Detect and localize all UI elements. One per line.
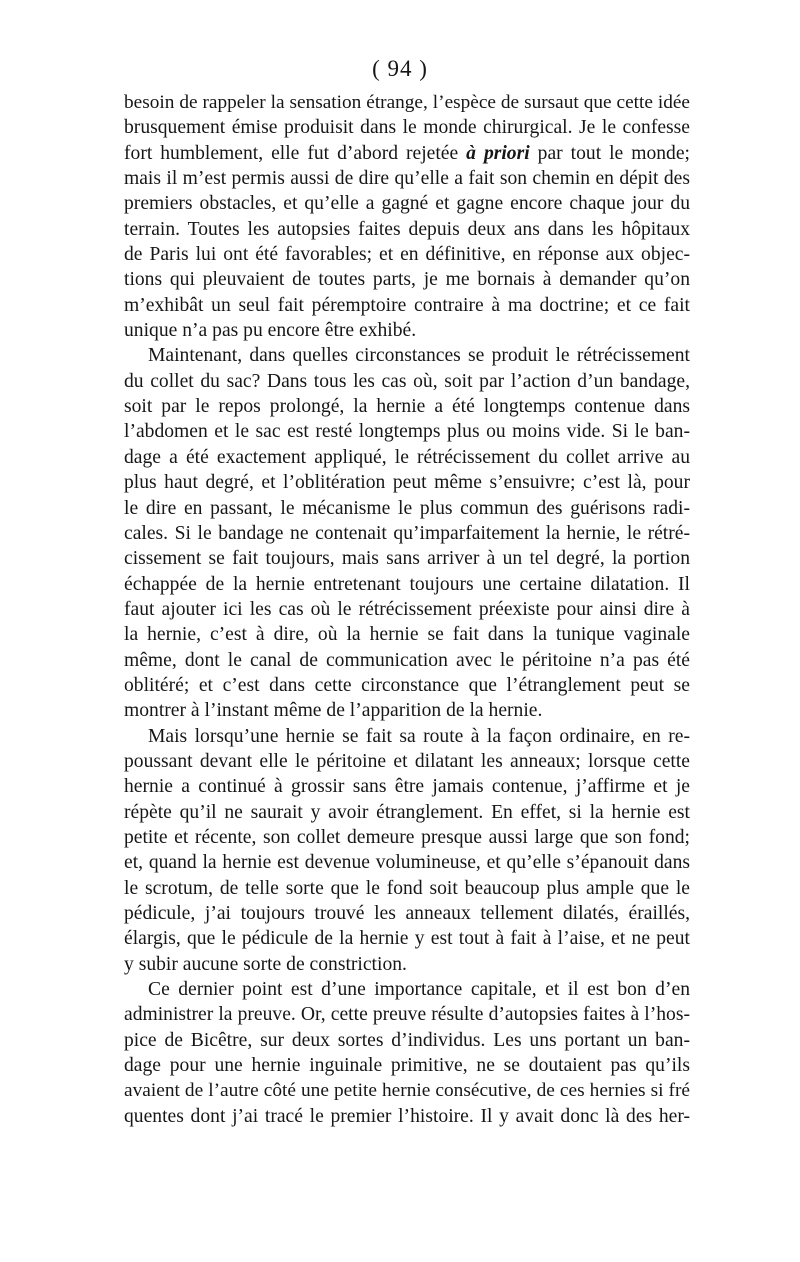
page-number: ( 94 ) — [372, 56, 428, 81]
text-line: besoin de rappeler la sensation étrange, l’espèce de sursaut que cette idée — [124, 92, 690, 113]
text-line: le scrotum, de telle sorte que le fond soit beaucoup plus ample que le — [124, 877, 690, 899]
paragraph-1 — [124, 90, 690, 343]
text-line: oblitéré; et c’est dans cette circonstance que l’étranglement peut se — [124, 674, 690, 696]
text-line: quentes dont j’ai tracé le premier l’histoire. Il y avait donc là des her- — [124, 1105, 690, 1127]
paragraph-3 — [124, 724, 690, 977]
text-line: Maintenant, dans quelles circonstances se produit le rétrécissement — [148, 345, 690, 367]
text-line: la hernie, c’est à dire, où la hernie se fait dans la tunique vaginale — [124, 624, 690, 646]
text-line: tions qui pleuvaient de toutes parts, je me bornais à demander qu’on — [124, 269, 690, 291]
text-line: brusquement émise produisit dans le monde chirurgical. Je le confesse — [124, 117, 690, 139]
text-line: petite et récente, son collet demeure presque aussi large que son fond; — [124, 826, 690, 848]
italic-phrase: à priori — [466, 142, 530, 164]
text-line: premiers obstacles, et qu’elle a gagné et gagne encore chaque jour du — [124, 193, 690, 215]
text-line: plus haut degré, et l’oblitération peut même s’ensuivre; c’est là, pour — [124, 472, 690, 494]
text-line: dage a été exactement appliqué, le rétrécissement du collet arrive au — [124, 446, 690, 468]
text-line: élargis, que le pédicule de la hernie y est tout à fait à l’aise, et ne peut — [124, 928, 690, 950]
text-line: et, quand la hernie est devenue volumineuse, et qu’elle s’épanouit dans — [124, 852, 690, 874]
text-line: cissement se fait toujours, mais sans arriver à un tel degré, la portion — [124, 548, 690, 570]
text-line: dage pour une hernie inguinale primitive, ne se doutaient pas qu’ils — [124, 1055, 690, 1077]
text-line: hernie a continué à grossir sans être jamais contenue, j’affirme et je — [124, 776, 690, 798]
text-line: échappée de la hernie entretenant toujours une certaine dilatation. Il — [124, 573, 690, 595]
text-line: de Paris lui ont été favorables; et en définitive, en réponse aux objec- — [124, 244, 690, 266]
text-line: montrer à l’instant même de l’apparition de la hernie. — [124, 700, 543, 722]
text-line: terrain. Toutes les autopsies faites depuis deux ans dans les hôpitaux — [124, 218, 690, 240]
text-line: soit par le repos prolongé, la hernie a été longtemps contenue dans — [124, 396, 690, 418]
text-line: pice de Bicêtre, sur deux sortes d’individus. Les uns portant un ban- — [124, 1029, 690, 1051]
text-line: faut ajouter ici les cas où le rétrécissement préexiste pour ainsi dire à — [124, 598, 690, 620]
text-line: administrer la preuve. Or, cette preuve résulte d’autopsies faites à l’hos- — [124, 1004, 690, 1026]
text-line: y subir aucune sorte de constriction. — [124, 953, 407, 975]
text-line: mais il m’est permis aussi de dire qu’elle a fait son chemin en dépit des — [124, 168, 690, 190]
text-line: avaient de l’autre côté une petite hernie consécutive, de ces hernies si fré — [124, 1080, 690, 1102]
text-line: Mais lorsqu’une hernie se fait sa route à la façon ordinaire, en re- — [148, 725, 690, 747]
text-line: même, dont le canal de communication avec le péritoine n’a pas été — [124, 649, 690, 671]
text-line: le dire en passant, le mécanisme le plus commun des guérisons radi- — [124, 497, 690, 519]
body-text — [124, 90, 690, 1129]
text-line: Ce dernier point est d’une importance capitale, et il est bon d’en — [148, 979, 690, 1001]
text-line: fort humblement, elle fut d’abord rejetée à priori par tout le monde; — [124, 142, 690, 164]
text-line: cales. Si le bandage ne contenait qu’imparfaitement la hernie, le rétré- — [124, 522, 690, 544]
text-line: unique n’a pas pu encore être exhibé. — [124, 320, 417, 342]
text-line: répète qu’il ne saurait y avoir étranglement. En effet, si la hernie est — [124, 801, 690, 823]
text-line: l’abdomen et le sac est resté longtemps plus ou moins vide. Si le ban- — [124, 421, 690, 443]
paragraph-2 — [124, 343, 690, 723]
text-line: du collet du sac? Dans tous les cas où, soit par l’action d’un bandage, — [124, 370, 690, 392]
text-line: pédicule, j’ai toujours trouvé les anneaux tellement dilatés, éraillés, — [124, 903, 690, 924]
paragraph-4 — [124, 977, 690, 1129]
text-line: poussant devant elle le péritoine et dilatant les anneaux; lorsque cette — [124, 750, 690, 772]
text-line: m’exhibât un seul fait péremptoire contraire à ma doctrine; et ce fait — [124, 294, 690, 316]
